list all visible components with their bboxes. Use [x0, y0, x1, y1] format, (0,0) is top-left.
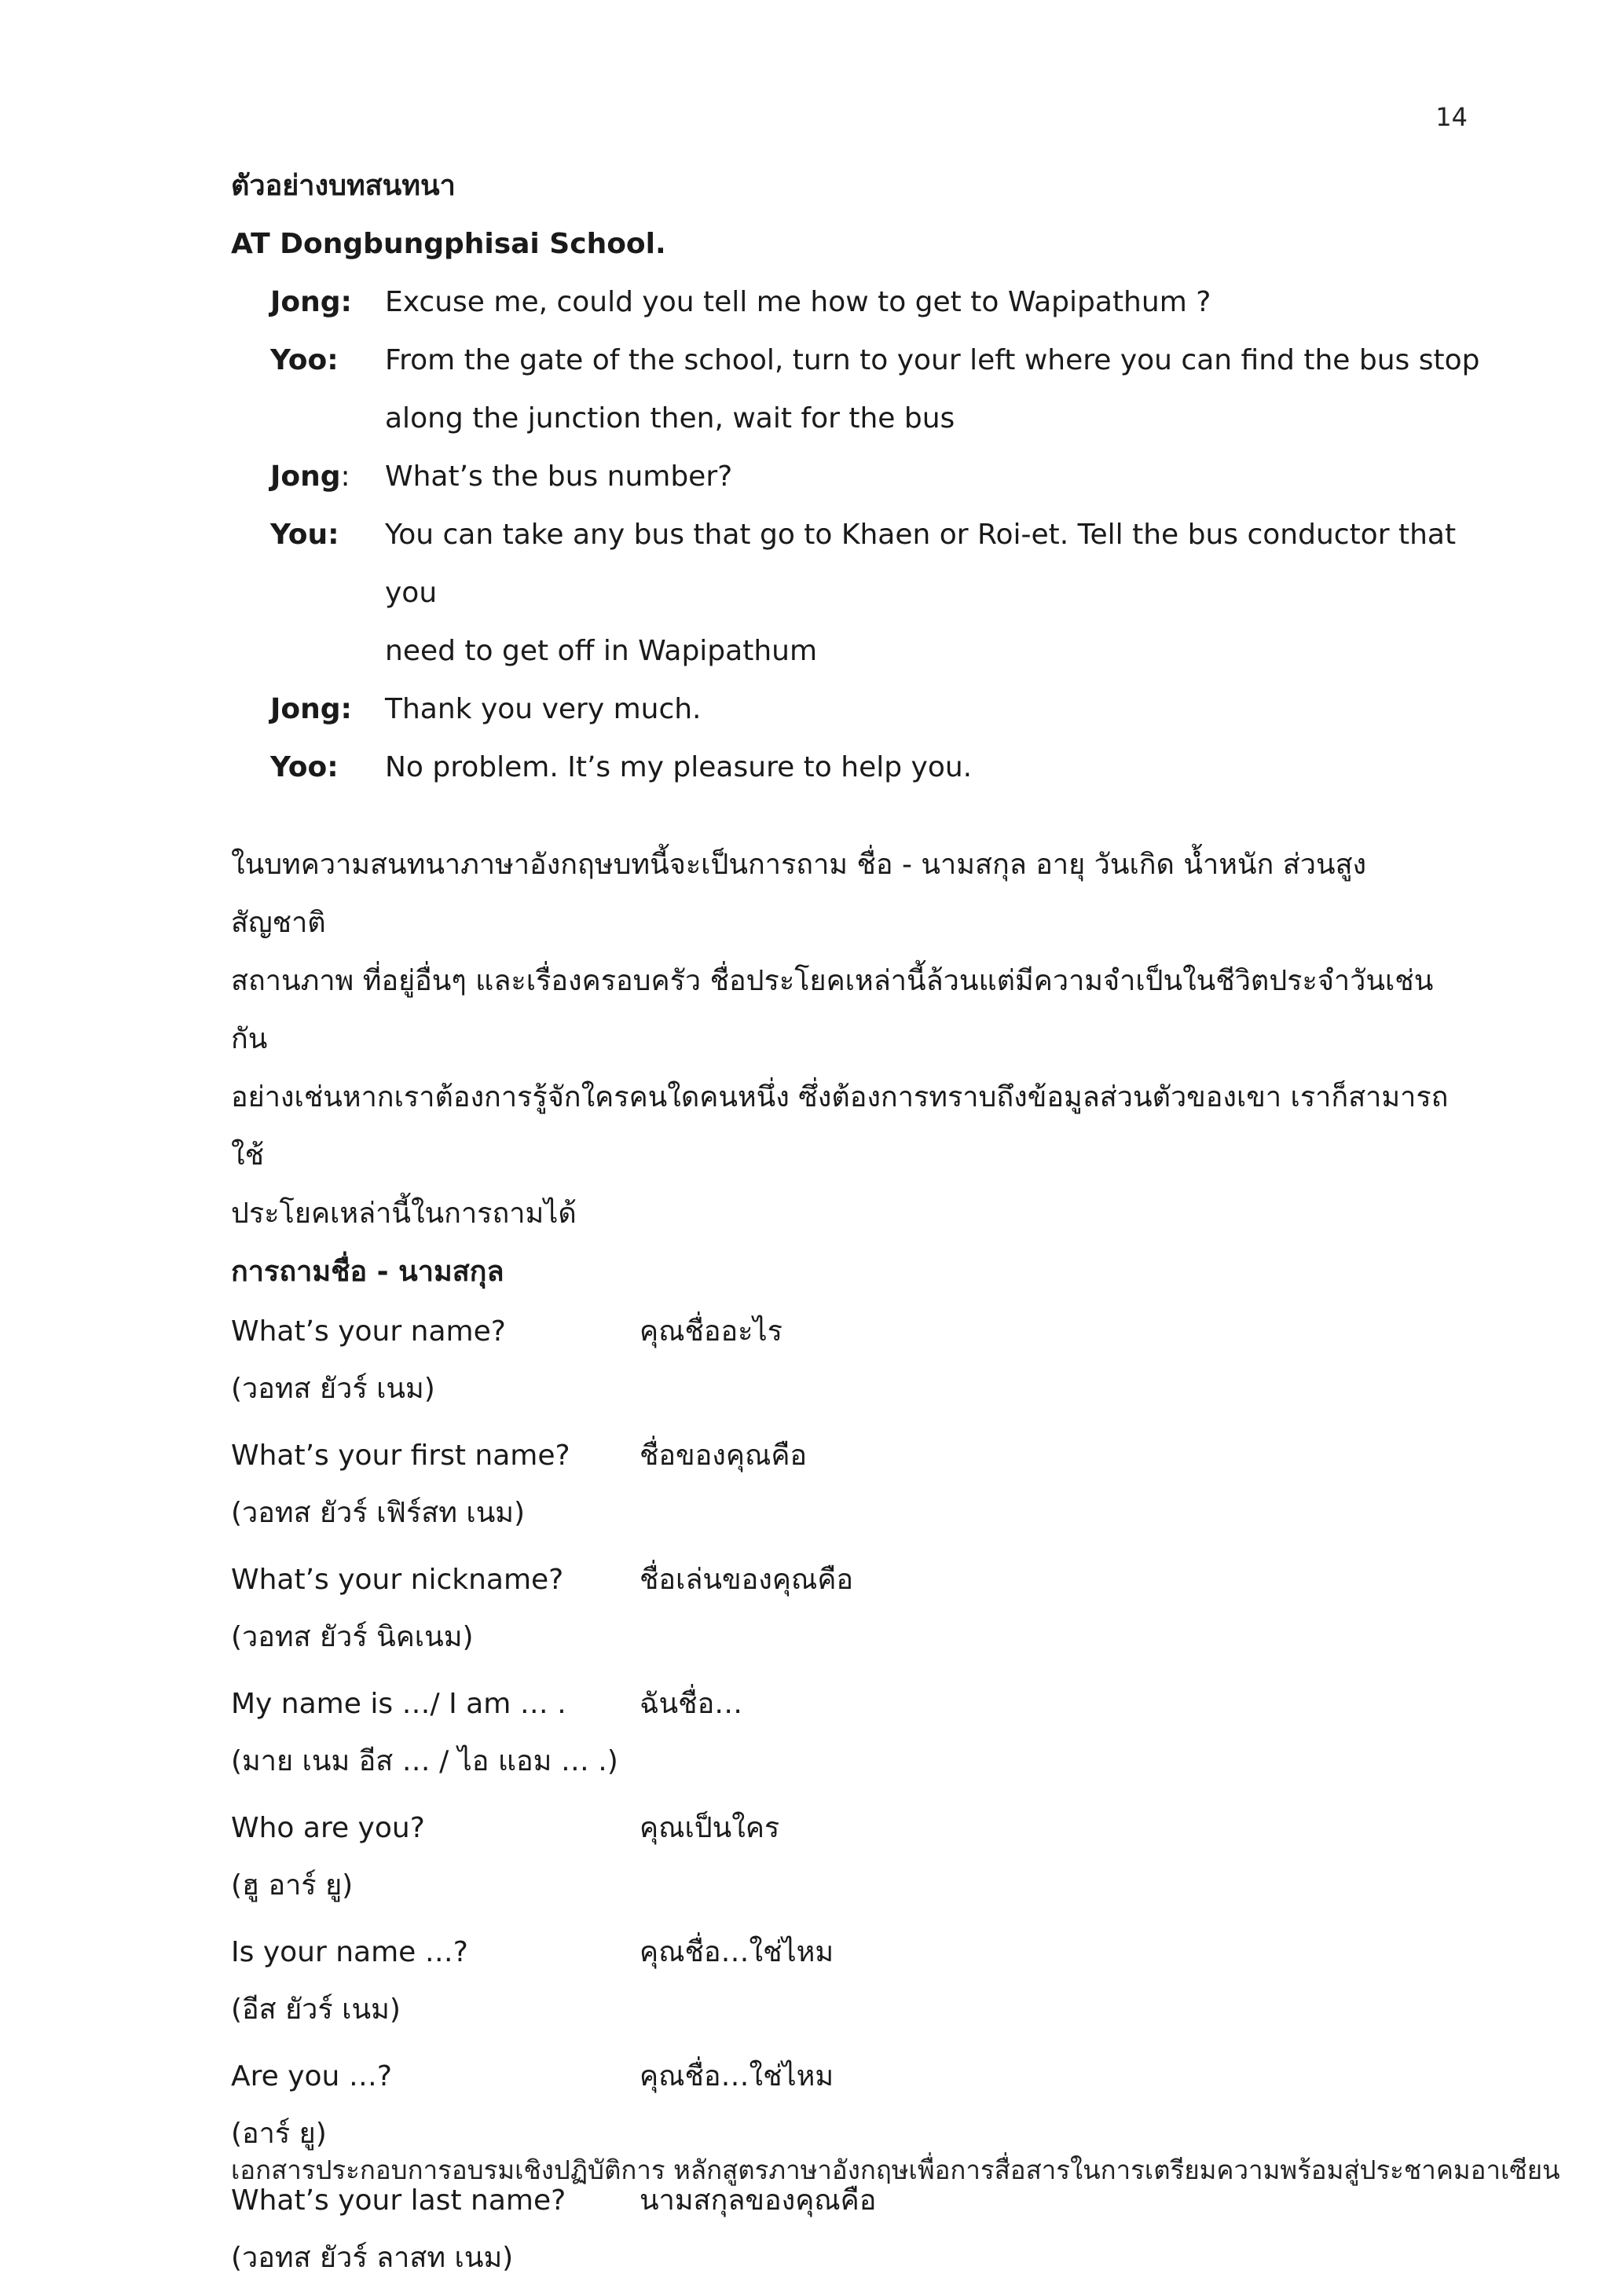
phrase-thai: ชื่อของคุณคือ — [640, 1440, 808, 1472]
utterance — [385, 273, 1480, 332]
utterance-text: Excuse me, could you tell me how to get to Wapipathum ? — [385, 286, 1211, 318]
utterance-text: along the junction then, wait for the bus — [385, 402, 955, 435]
phrase-thai: ฉันชื่อ… — [640, 1688, 743, 1720]
utterance-text: From the gate of the school, turn to your left where you can find the bus stop — [385, 344, 1480, 376]
phrase-row — [231, 1924, 1480, 1981]
speaker-name: You: — [270, 519, 339, 551]
phrase-thai: นามสกุลของคุณคือ — [640, 2184, 877, 2217]
phrase-thai: คุณชื่อ…ใช่ไหม — [640, 1936, 834, 1968]
phrase-pronunciation: (ฮู อาร์ ยู) — [231, 1869, 354, 1902]
phrase-row — [231, 1303, 1480, 1360]
utterance-text: need to get off in Wapipathum — [385, 635, 818, 667]
intro-paragraph — [231, 836, 1457, 1243]
dialogue-line — [270, 273, 1480, 332]
paragraph-line: ในบทความสนทนาภาษาอังกฤษบทนี้จะเป็นการถาม ชื่อ - นามสกุล อายุ วันเกิด น้ำหนัก ส่วนสูง สัญชาติ — [231, 849, 1367, 939]
dialogue-line — [270, 448, 1480, 506]
phrase-english: What’s your last name? — [231, 2184, 566, 2217]
speaker-name: Jong: — [270, 693, 352, 725]
utterance — [385, 332, 1480, 448]
utterance — [385, 680, 1480, 739]
phrase-pronunciation: (วอทส ยัวร์ นิคเนม) — [231, 1621, 474, 1653]
phrase-english: Who are you? — [231, 1812, 425, 1844]
paragraph-line: ประโยคเหล่านี้ในการถามได้ — [231, 1198, 577, 1230]
phrase-english: Are you …? — [231, 2060, 392, 2092]
phrase-english: Is your name …? — [231, 1936, 468, 1968]
dialogue-line — [270, 680, 1480, 739]
dialogue-line — [270, 739, 1480, 797]
utterance-text: What’s the bus number? — [385, 460, 733, 493]
speaker-name: Jong: — [270, 286, 352, 318]
phrase-item — [231, 1675, 1480, 1790]
phrase-item — [231, 1427, 1480, 1542]
speaker-name: Yoo: — [270, 344, 339, 376]
phrase-list — [231, 1303, 1480, 2287]
phrase-pronunciation: (วอทส ยัวร์ เฟิร์สท เนม) — [231, 1497, 526, 1529]
phrase-pronunciation: (วอทส ยัวร์ ลาสท เนม) — [231, 2242, 514, 2274]
speaker-label: Jong — [270, 460, 341, 493]
utterance-text: No problem. It’s my pleasure to help you. — [385, 751, 973, 783]
speaker-name: Yoo: — [270, 751, 339, 783]
dialogue-line — [270, 506, 1480, 680]
phrase-english: What’s your name? — [231, 1315, 506, 1348]
utterance-text: You can take any bus that go to Khaen or Roi-et. Tell the bus conductor that you — [385, 519, 1457, 609]
phrase-thai: ชื่อเล่นของคุณคือ — [640, 1564, 854, 1596]
phrase-item — [231, 1924, 1480, 2038]
phrase-thai: คุณเป็นใคร — [640, 1812, 780, 1844]
phrase-item — [231, 2048, 1480, 2162]
paragraph-line: อย่างเช่นหากเราต้องการรู้จักใครคนใดคนหนึ่ง ซึ่งต้องการทราบถึงข้อมูลส่วนตัวของเขา เราก็สามารถใช้ — [231, 1081, 1449, 1172]
utterance — [385, 448, 1480, 506]
subsection-title: การถามชื่อ - นามสกุล — [231, 1256, 504, 1288]
phrase-pronunciation: (มาย เนม อีส … / ไอ แอม … .) — [231, 1745, 618, 1777]
phrase-row — [231, 1551, 1480, 1608]
phrase-pronunciation: (อาร์ ยู) — [231, 2118, 327, 2150]
page-footer: เอกสารประกอบการอบรมเชิงปฏิบัติการ หลักสูตรภาษาอังกฤษเพื่อการสื่อสารในการเตรียมความพร้อมสู่ประชาคมอาเซียน — [231, 2155, 1560, 2185]
phrase-item — [231, 1799, 1480, 1914]
phrase-row — [231, 1799, 1480, 1857]
phrase-item — [231, 1551, 1480, 1666]
phrase-english: What’s your first name? — [231, 1440, 570, 1472]
phrase-row — [231, 2048, 1480, 2105]
phrase-thai: คุณชื่อ…ใช่ไหม — [640, 2060, 834, 2092]
utterance — [385, 739, 1480, 797]
phrase-english: My name is …/ I am … . — [231, 1688, 566, 1720]
speaker-name — [270, 448, 385, 506]
phrase-thai: คุณชื่ออะไร — [640, 1315, 783, 1348]
section-title: ตัวอย่างบทสนทนา — [231, 170, 456, 202]
utterance — [385, 506, 1480, 680]
phrase-pronunciation: (วอทส ยัวร์ เนม) — [231, 1373, 435, 1405]
page-content — [231, 157, 1480, 2296]
dialogue — [270, 273, 1480, 797]
phrase-row — [231, 1675, 1480, 1733]
phrase-english: What’s your nickname? — [231, 1564, 564, 1596]
dialogue-line — [270, 332, 1480, 448]
location-title: AT Dongbungphisai School. — [231, 228, 666, 260]
phrase-item — [231, 1303, 1480, 1418]
page-number: 14 — [1435, 102, 1468, 132]
phrase-row — [231, 1427, 1480, 1484]
phrase-pronunciation: (อีส ยัวร์ เนม) — [231, 1993, 401, 2026]
paragraph-line: สถานภาพ ที่อยู่อื่นๆ และเรื่องครอบครัว ชื่อประโยคเหล่านี้ล้วนแต่มีความจำเป็นในชีวิตประจำวันเช่นกัน — [231, 965, 1434, 1055]
speaker-colon: : — [340, 460, 350, 493]
utterance-text: Thank you very much. — [385, 693, 702, 725]
